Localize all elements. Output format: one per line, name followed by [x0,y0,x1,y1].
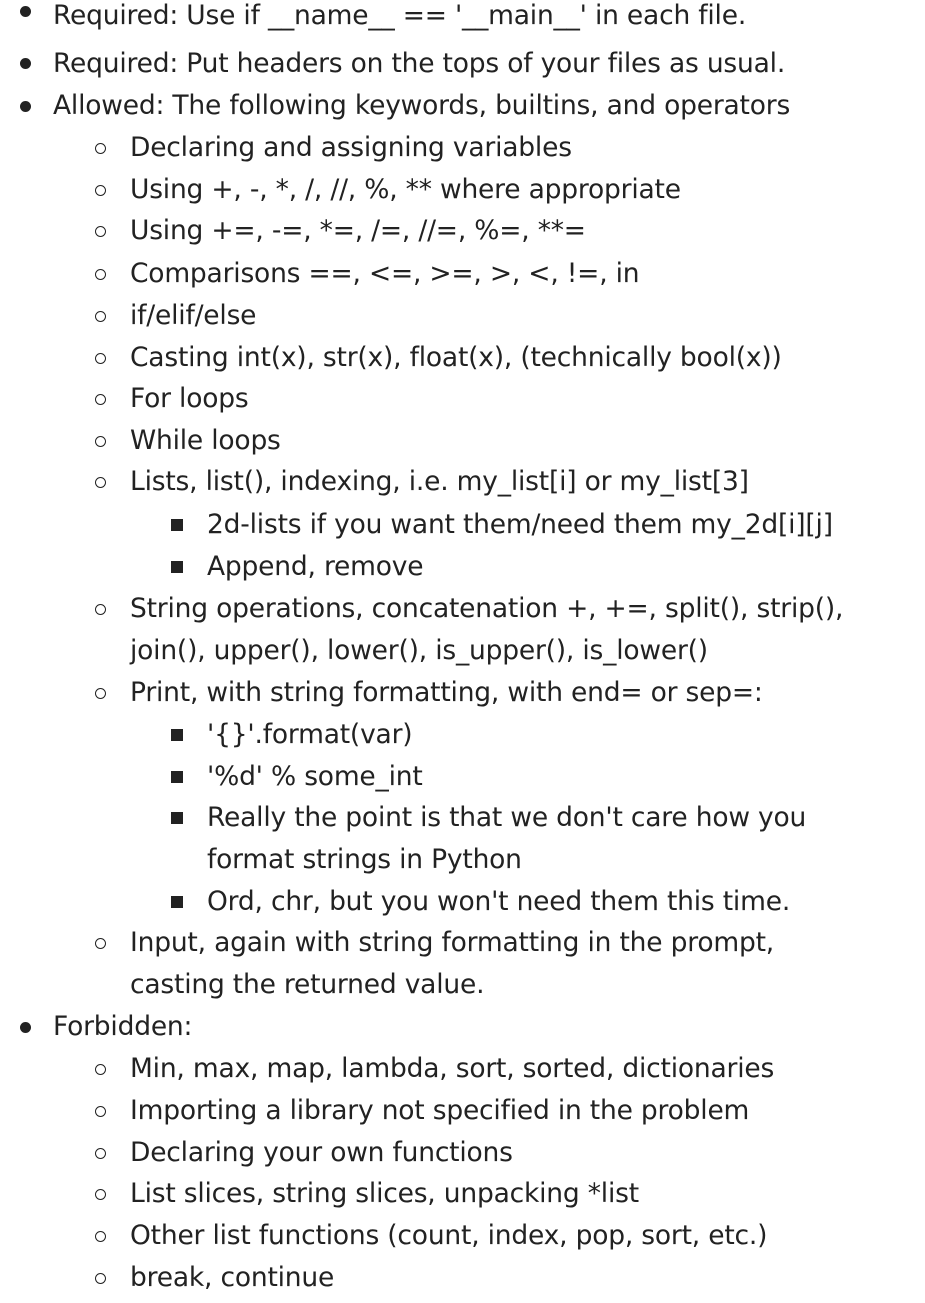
square-bullet-icon [171,729,183,741]
list-item-text: Declaring and assigning variables [130,132,572,163]
circle-bullet-icon [95,1189,106,1200]
list-item-text: Print, with string formatting, with end= or sep=: [130,677,763,708]
list-item-text: Using +, -, *, /, //, %, ** where appropriate [130,174,681,205]
disc-bullet-icon [20,1022,31,1033]
list-item-text: Append, remove [207,551,424,582]
circle-bullet-icon [95,1106,106,1117]
disc-bullet-icon [20,58,31,69]
square-bullet-icon [171,812,183,824]
square-bullet-icon [171,519,183,531]
circle-bullet-icon [95,1273,106,1284]
disc-bullet-icon [20,101,31,112]
list-item-text: String operations, concatenation +, +=, split(), strip(), [130,593,844,624]
list-item-text: Other list functions (count, index, pop, sort, etc.) [130,1220,768,1251]
list-item-text: Comparisons ==, <=, >=, >, <, !=, in [130,258,640,289]
list-item-text: Lists, list(), indexing, i.e. my_list[i] or my_list[3] [130,466,749,497]
list-item-text: Using +=, -=, *=, /=, //=, %=, **= [130,215,586,246]
square-bullet-icon [171,561,183,573]
circle-bullet-icon [95,436,106,447]
circle-bullet-icon [95,311,106,322]
circle-bullet-icon [95,269,106,280]
circle-bullet-icon [95,353,106,364]
circle-bullet-icon [95,143,106,154]
list-item-text: Ord, chr, but you won't need them this time. [207,886,791,917]
list-item-text: Input, again with string formatting in the prompt, [130,927,774,958]
list-item-text: Forbidden: [53,1011,193,1042]
circle-bullet-icon [95,688,106,699]
disc-bullet-icon [20,6,31,17]
circle-bullet-icon [95,604,106,615]
list-item-text: Importing a library not specified in the problem [130,1095,750,1126]
list-item-text: For loops [130,383,249,414]
list-item-text: '{}'.format(var) [207,719,413,750]
list-item-text: '%d' % some_int [207,761,423,792]
list-item-text: if/elif/else [130,300,257,331]
circle-bullet-icon [95,1231,106,1242]
list-item-text: Min, max, map, lambda, sort, sorted, dictionaries [130,1053,775,1084]
circle-bullet-icon [95,477,106,488]
list-item-text: format strings in Python [207,844,522,875]
list-item-text: Allowed: The following keywords, builtins, and operators [53,90,791,121]
list-item-text: While loops [130,425,281,456]
list-item-text: Declaring your own functions [130,1137,513,1168]
circle-bullet-icon [95,938,106,949]
list-item-text: Casting int(x), str(x), float(x), (technically bool(x)) [130,342,782,373]
circle-bullet-icon [95,226,106,237]
square-bullet-icon [171,771,183,783]
list-item-text: join(), upper(), lower(), is_upper(), is_lower() [130,635,708,666]
circle-bullet-icon [95,1064,106,1075]
list-item-text: break, continue [130,1262,335,1293]
list-item-text: casting the returned value. [130,969,485,1000]
list-item-text: Really the point is that we don't care how you [207,802,807,833]
list-item-text: List slices, string slices, unpacking *list [130,1178,639,1209]
list-item-text: 2d-lists if you want them/need them my_2d[i][j] [207,509,833,540]
circle-bullet-icon [95,1148,106,1159]
circle-bullet-icon [95,185,106,196]
square-bullet-icon [171,896,183,908]
list-item-text: Required: Use if __name__ == '__main__' in each file. [53,0,747,31]
circle-bullet-icon [95,394,106,405]
list-item-text: Required: Put headers on the tops of your files as usual. [53,48,786,79]
